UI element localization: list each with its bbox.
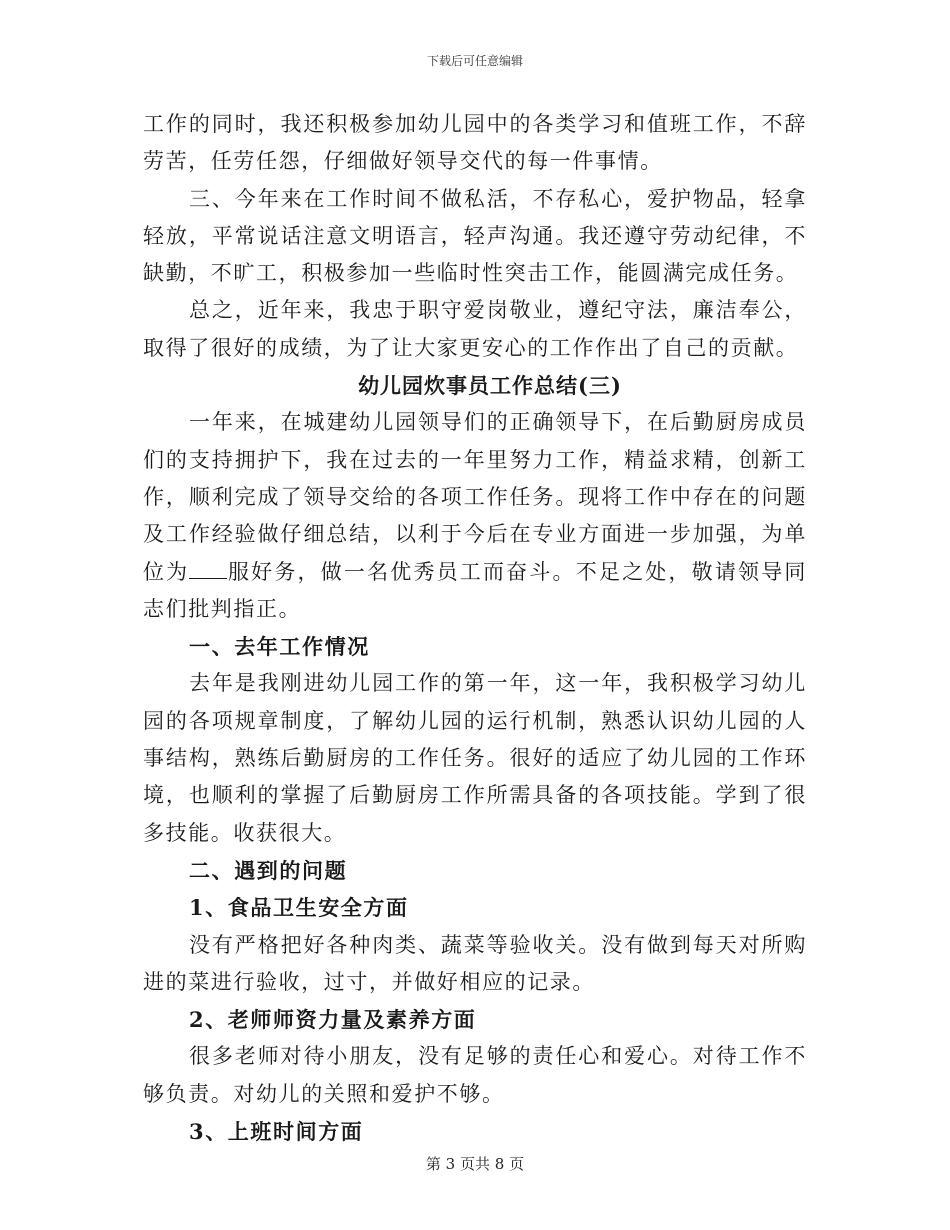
intro-text-before-blank: 一年来，在城建幼儿园领导们的正确领导下，在后勤厨房成员们的支持拥护下，我在过去的一年里努力工作，精益求精，创新工作，顺利完成了领导交给的各项工作任务。现将工作中存在的问题及工作经验做仔细总结，以利于今后在专业方面进一步加强，为单位为 bbox=[143, 410, 807, 584]
paragraph-conclusion: 总之，近年来，我忠于职守爱岗敬业，遵纪守法，廉洁奉公，取得了很好的成绩，为了让大家更安心的工作作出了自己的贡献。 bbox=[143, 298, 807, 360]
heading-teacher-quality: 2、老师师资力量及素养方面 bbox=[189, 1007, 477, 1033]
heading-food-safety: 1、食品卫生安全方面 bbox=[189, 895, 409, 921]
paragraph-food-safety: 没有严格把好各种肉类、蔬菜等验收关。没有做到每天对所购进的菜进行验收，过寸，并做好相应的记录。 bbox=[143, 932, 807, 994]
page-header-note: 下载后可任意编辑 bbox=[426, 54, 523, 68]
page-number: 第 3 页共 8 页 bbox=[425, 1155, 525, 1173]
paragraph-section-three: 三、今年来在工作时间不做私活，不存私心，爱护物品，轻拿轻放，平常说话注意文明语言，轻声沟通。我还遵守劳动纪律，不缺勤，不旷工，积极参加一些临时性突击工作，能圆满完成任务。 bbox=[143, 186, 807, 286]
heading-work-hours: 3、上班时间方面 bbox=[189, 1119, 364, 1145]
paragraph-continuation: 工作的同时，我还积极参加幼儿园中的各类学习和值班工作，不辞劳苦，任劳任怨，仔细做好领导交代的每一件事情。 bbox=[143, 112, 807, 174]
heading-problems: 二、遇到的问题 bbox=[189, 857, 348, 883]
heading-last-year-work: 一、去年工作情况 bbox=[189, 634, 370, 660]
paragraph-teacher-quality: 很多老师对待小朋友，没有足够的责任心和爱心。对待工作不够负责。对幼儿的关照和爱护不够。 bbox=[143, 1044, 807, 1106]
document-title: 幼儿园炊事员工作总结(三) bbox=[358, 373, 622, 399]
intro-text-after-blank: 服好务，做一名优秀员工而奋斗。不足之处，敬请领导同志们批判指正。 bbox=[143, 559, 807, 621]
document-body bbox=[143, 106, 807, 1150]
paragraph-last-year: 去年是我刚进幼儿园工作的第一年，这一年，我积极学习幼儿园的各项规章制度，了解幼儿园的运行机制，熟悉认识幼儿园的人事结构，熟练后勤厨房的工作任务。很好的适应了幼儿园的工作环境，也顺利的掌握了后勤厨房工作所需具备的各项技能。学到了很多技能。收获很大。 bbox=[143, 671, 807, 845]
fill-in-blank bbox=[189, 560, 227, 579]
paragraph-intro bbox=[143, 404, 807, 628]
